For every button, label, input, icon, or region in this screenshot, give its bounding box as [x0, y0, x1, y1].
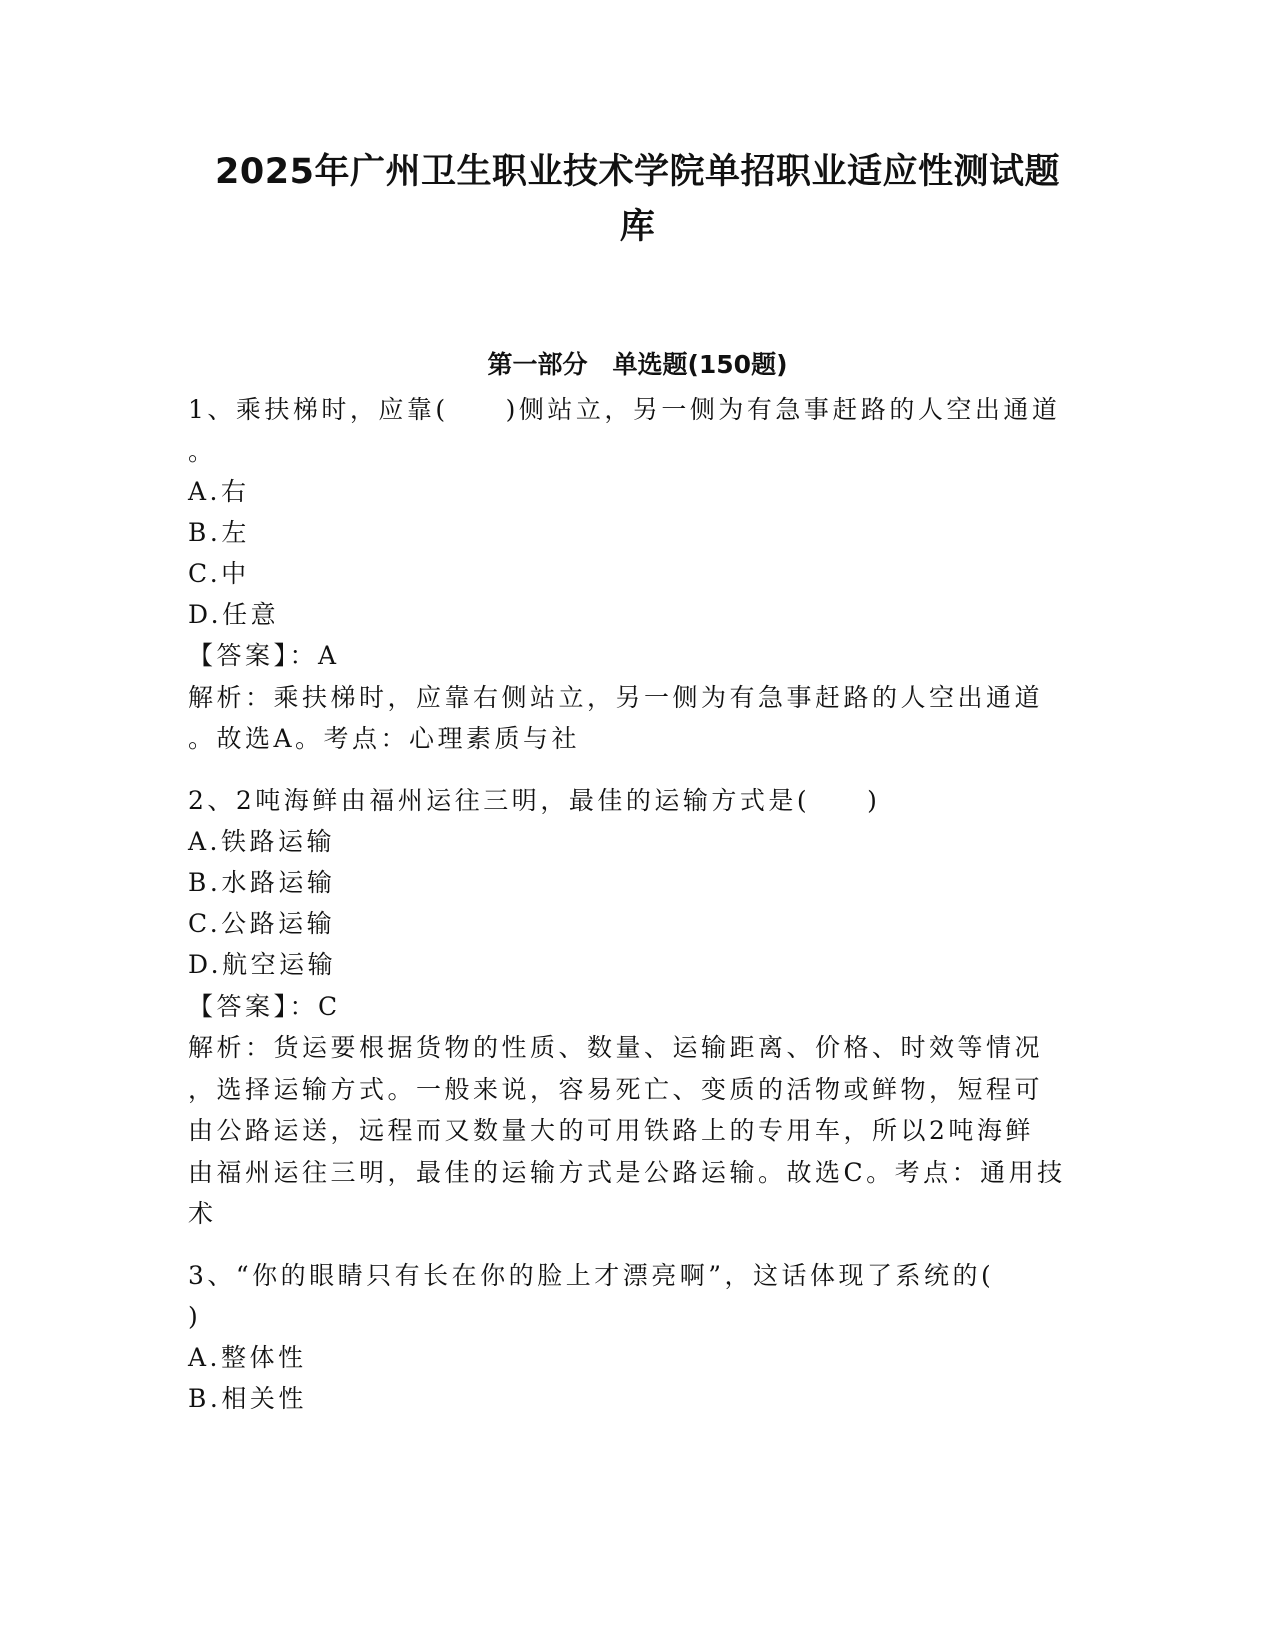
- question-1-option-a: A.右: [188, 477, 250, 506]
- question-3-option-a: A.整体性: [188, 1343, 307, 1372]
- question-1-option-b: B.左: [188, 518, 250, 547]
- question-2-option-d: D.航空运输: [188, 950, 337, 979]
- question-1-answer: 【答案】：A: [188, 641, 340, 670]
- question-2-answer: 【答案】：C: [188, 992, 341, 1021]
- question-1-analysis: 解析：乘扶梯时，应靠右侧站立，另一侧为有急事赶路的人空出通道: [188, 683, 1044, 712]
- question-2-analysis-continued: ，选择运输方式。一般来说，容易死亡、变质的活物或鲜物，短程可: [188, 1075, 1044, 1104]
- question-2-analysis: 解析：货运要根据货物的性质、数量、运输距离、价格、时效等情况: [188, 1033, 1044, 1062]
- question-1-analysis-continued: 。故选A。考点：心理素质与社: [188, 724, 581, 753]
- question-3-option-b: B.相关性: [188, 1384, 307, 1413]
- question-3-stem: 3、“你的眼睛只有长在你的脸上才漂亮啊”，这话体现了系统的(: [188, 1261, 995, 1290]
- question-2-stem: 2、2吨海鲜由福州运往三明，最佳的运输方式是( ): [188, 786, 881, 815]
- document-title-continued: 库: [619, 207, 656, 247]
- question-2-option-a: A.铁路运输: [188, 827, 336, 856]
- question-3-stem-continued: ): [188, 1302, 202, 1331]
- section-heading: 第一部分 单选题(150题): [487, 350, 788, 379]
- question-1-stem: 1、乘扶梯时，应靠( )侧站立，另一侧为有急事赶路的人空出通道: [188, 395, 1061, 424]
- question-1-option-c: C.中: [188, 559, 250, 588]
- question-2-analysis-continued: 术: [188, 1199, 217, 1228]
- question-2-option-b: B.水路运输: [188, 868, 336, 897]
- question-2-analysis-continued: 由公路运送，远程而又数量大的可用铁路上的专用车，所以2吨海鲜: [188, 1116, 1034, 1145]
- question-1-stem-continued: 。: [188, 437, 217, 466]
- question-1-option-d: D.任意: [188, 600, 280, 629]
- question-2-option-c: C.公路运输: [188, 909, 336, 938]
- question-2-analysis-continued: 由福州运往三明，最佳的运输方式是公路运输。故选C。考点：通用技: [188, 1158, 1066, 1187]
- document-title: 2025年广州卫生职业技术学院单招职业适应性测试题: [215, 152, 1060, 192]
